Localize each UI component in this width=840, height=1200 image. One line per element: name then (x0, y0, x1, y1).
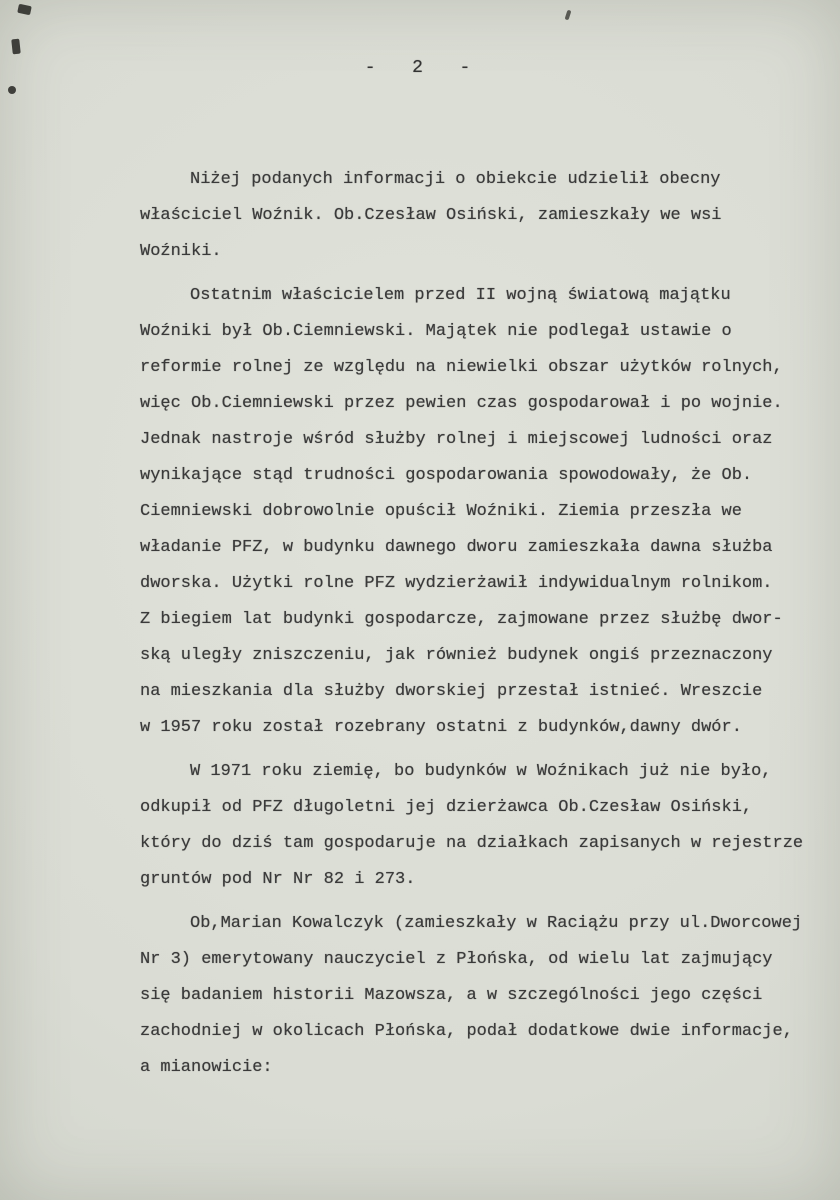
text-line: Z biegiem lat budynki gospodarcze, zajmowane przez służbę dwor- (140, 610, 783, 629)
paragraph (140, 754, 840, 898)
ink-speck (17, 4, 32, 16)
text-line: na mieszkania dla służby dworskiej przestał istnieć. Wreszcie (140, 682, 763, 701)
text-line: Nr 3) emerytowany nauczyciel z Płońska, od wielu lat zajmujący (140, 950, 773, 969)
page-number: - 2 - (364, 58, 476, 78)
text-line: odkupił od PFZ długoletni jej dzierżawca Ob.Czesław Osiński, (140, 798, 753, 817)
text-line: reformie rolnej ze względu na niewielki obszar użytków rolnych, (140, 358, 783, 377)
text-line: się badaniem historii Mazowsza, a w szczególności jego części (140, 986, 763, 1005)
text-line: Jednak nastroje wśród służby rolnej i miejscowej ludności oraz (140, 430, 773, 449)
text-line: a mianowicie: (140, 1058, 273, 1077)
text-line: więc Ob.Ciemniewski przez pewien czas gospodarował i po wojnie. (140, 394, 783, 413)
text-line: gruntów pod Nr Nr 82 i 273. (140, 870, 416, 889)
text-line: w 1957 roku został rozebrany ostatni z budynków,dawny dwór. (140, 718, 742, 737)
text-line: który do dziś tam gospodaruje na działkach zapisanych w rejestrze (140, 834, 804, 853)
paragraph (140, 162, 840, 270)
paragraph (140, 278, 840, 746)
text-line: właściciel Woźnik. Ob.Czesław Osiński, zamieszkały we wsi (140, 206, 722, 225)
text-line: Ostatnim właścicielem przed II wojną światową majątku (190, 286, 731, 305)
text-line: Woźniki. (140, 242, 222, 261)
text-line: Ob,Marian Kowalczyk (zamieszkały w Raciążu przy ul.Dworcowej (190, 914, 803, 933)
text-line: Woźniki był Ob.Ciemniewski. Majątek nie podlegał ustawie o (140, 322, 732, 341)
document-body (140, 162, 840, 1094)
text-line: wynikające stąd trudności gospodarowania spowodowały, że Ob. (140, 466, 753, 485)
text-line: władanie PFZ, w budynku dawnego dworu zamieszkała dawna służba (140, 538, 773, 557)
ink-speck (565, 10, 572, 21)
text-line: W 1971 roku ziemię, bo budynków w Woźnikach już nie było, (190, 762, 772, 781)
text-line: ską uległy zniszczeniu, jak również budynek ongiś przeznaczony (140, 646, 773, 665)
text-line: Niżej podanych informacji o obiekcie udzielił obecny (190, 170, 721, 189)
text-line: zachodniej w okolicach Płońska, podał dodatkowe dwie informacje, (140, 1022, 793, 1041)
ink-speck (11, 39, 21, 55)
text-line: Ciemniewski dobrowolnie opuścił Woźniki. Ziemia przeszła we (140, 502, 742, 521)
text-line: dworska. Użytki rolne PFZ wydzierżawił indywidualnym rolnikom. (140, 574, 773, 593)
paragraph (140, 906, 840, 1086)
ink-speck (8, 86, 16, 94)
